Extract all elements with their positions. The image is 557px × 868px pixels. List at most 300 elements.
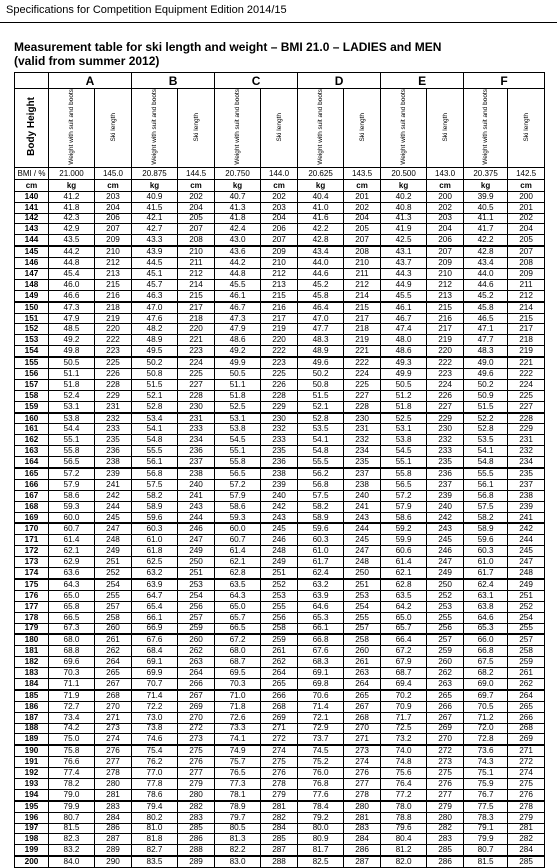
- ski-a-cell: 245: [95, 512, 132, 523]
- table-row: [15, 213, 545, 224]
- ski-c-cell: 274: [261, 745, 298, 756]
- weight-f-cell: 43.4: [464, 258, 508, 269]
- ski-b-cell: 285: [178, 823, 215, 834]
- table-row: [15, 290, 545, 301]
- ski-a-cell: 290: [95, 856, 132, 867]
- ski-e-cell: 263: [427, 678, 464, 689]
- unit-cm-a: cm: [95, 179, 132, 191]
- table-row: [15, 313, 545, 324]
- weight-header-c: Weight with suit and boots: [215, 89, 261, 168]
- weight-a-cell: 68.0: [49, 634, 95, 645]
- table-row: [15, 379, 545, 390]
- ski-a-cell: 278: [95, 768, 132, 779]
- table-row: [15, 690, 545, 701]
- weight-f-cell: 73.6: [464, 745, 508, 756]
- weight-c-cell: 61.4: [215, 546, 261, 557]
- ski-a-cell: 247: [95, 523, 132, 534]
- weight-b-cell: 61.0: [132, 535, 178, 546]
- body-height-cell: 150: [15, 302, 49, 313]
- weight-a-cell: 53.8: [49, 413, 95, 424]
- weight-d-cell: 66.1: [298, 623, 344, 634]
- weight-b-cell: 50.8: [132, 369, 178, 380]
- table-row: [15, 778, 545, 789]
- weight-c-cell: 47.3: [215, 313, 261, 324]
- weight-c-cell: 53.8: [215, 424, 261, 435]
- weight-d-cell: 76.0: [298, 768, 344, 779]
- weight-f-cell: 79.9: [464, 834, 508, 845]
- weight-f-cell: 67.5: [464, 657, 508, 668]
- ski-f-cell: 239: [508, 501, 545, 512]
- ski-e-cell: 247: [427, 557, 464, 568]
- table-row: [15, 856, 545, 867]
- ski-b-cell: 233: [178, 424, 215, 435]
- ski-d-cell: 257: [344, 623, 381, 634]
- weight-d-cell: 72.1: [298, 712, 344, 723]
- weight-b-cell: 52.8: [132, 401, 178, 412]
- weight-d-cell: 77.6: [298, 789, 344, 800]
- weight-e-cell: 53.8: [381, 435, 427, 446]
- weight-b-cell: 69.9: [132, 668, 178, 679]
- ski-f-cell: 247: [508, 557, 545, 568]
- ski-a-cell: 268: [95, 690, 132, 701]
- ski-header-c: Ski length: [261, 89, 298, 168]
- weight-c-cell: 59.3: [215, 512, 261, 523]
- ski-d-cell: 231: [344, 424, 381, 435]
- ski-b-cell: 260: [178, 634, 215, 645]
- weight-c-cell: 65.0: [215, 601, 261, 612]
- weight-d-cell: 48.9: [298, 346, 344, 357]
- weight-c-cell: 47.9: [215, 324, 261, 335]
- weight-b-cell: 60.3: [132, 523, 178, 534]
- weight-e-cell: 75.6: [381, 768, 427, 779]
- weight-e-cell: 65.0: [381, 612, 427, 623]
- weight-c-cell: 51.1: [215, 379, 261, 390]
- ski-b-cell: 279: [178, 778, 215, 789]
- weight-f-cell: 42.8: [464, 246, 508, 257]
- weight-f-cell: 56.1: [464, 479, 508, 490]
- group-header-f: F: [464, 73, 545, 89]
- weight-e-cell: 53.1: [381, 424, 427, 435]
- body-height-cell: 161: [15, 424, 49, 435]
- weight-d-cell: 43.4: [298, 246, 344, 257]
- weight-a-cell: 79.0: [49, 789, 95, 800]
- ski-e-cell: 242: [427, 512, 464, 523]
- ski-a-cell: 212: [95, 258, 132, 269]
- ski-c-cell: 281: [261, 801, 298, 812]
- table-row: [15, 568, 545, 579]
- ski-a-cell: 273: [95, 723, 132, 734]
- weight-a-cell: 49.2: [49, 335, 95, 346]
- weight-b-cell: 62.5: [132, 557, 178, 568]
- weight-c-cell: 74.1: [215, 734, 261, 745]
- ski-f-cell: 231: [508, 435, 545, 446]
- weight-f-cell: 50.9: [464, 390, 508, 401]
- ski-e-cell: 237: [427, 479, 464, 490]
- table-row: [15, 446, 545, 457]
- ski-f-cell: 222: [508, 369, 545, 380]
- unit-kg-e: kg: [381, 179, 427, 191]
- ski-e-cell: 230: [427, 424, 464, 435]
- ski-e-cell: 209: [427, 258, 464, 269]
- ski-c-cell: 287: [261, 845, 298, 856]
- body-height-cell: 162: [15, 435, 49, 446]
- weight-e-cell: 81.2: [381, 845, 427, 856]
- ski-f-cell: 235: [508, 468, 545, 479]
- ski-e-cell: 266: [427, 701, 464, 712]
- ski-f-cell: 224: [508, 379, 545, 390]
- ski-c-cell: 238: [261, 468, 298, 479]
- weight-b-cell: 58.2: [132, 490, 178, 501]
- ski-b-cell: 286: [178, 834, 215, 845]
- weight-f-cell: 39.9: [464, 191, 508, 202]
- weight-e-cell: 43.1: [381, 246, 427, 257]
- ski-e-cell: 227: [427, 401, 464, 412]
- ski-a-cell: 260: [95, 623, 132, 634]
- weight-e-cell: 44.9: [381, 279, 427, 290]
- weight-b-cell: 63.9: [132, 579, 178, 590]
- ski-b-cell: 275: [178, 745, 215, 756]
- ski-e-cell: 262: [427, 668, 464, 679]
- weight-f-cell: 44.6: [464, 279, 508, 290]
- ski-a-cell: 238: [95, 457, 132, 468]
- weight-a-cell: 71.9: [49, 690, 95, 701]
- weight-e-cell: 70.2: [381, 690, 427, 701]
- table-row: [15, 634, 545, 645]
- ski-a-cell: 231: [95, 401, 132, 412]
- weight-b-cell: 52.1: [132, 390, 178, 401]
- weight-f-cell: 41.1: [464, 213, 508, 224]
- ski-d-cell: 284: [344, 834, 381, 845]
- ski-b-cell: 211: [178, 258, 215, 269]
- weight-c-cell: 53.1: [215, 413, 261, 424]
- ski-b-cell: 220: [178, 324, 215, 335]
- weight-a-cell: 64.3: [49, 579, 95, 590]
- ski-b-cell: 249: [178, 546, 215, 557]
- weight-e-cell: 70.9: [381, 701, 427, 712]
- ski-c-cell: 219: [261, 324, 298, 335]
- ski-d-cell: 218: [344, 324, 381, 335]
- weight-f-cell: 58.2: [464, 512, 508, 523]
- weight-c-cell: 50.5: [215, 369, 261, 380]
- weight-e-cell: 67.2: [381, 646, 427, 657]
- ski-f-cell: 281: [508, 823, 545, 834]
- table-row: [15, 590, 545, 601]
- ski-d-cell: 207: [344, 235, 381, 246]
- weight-e-cell: 62.8: [381, 579, 427, 590]
- ski-c-cell: 242: [261, 501, 298, 512]
- column-label-row: [15, 89, 545, 168]
- ski-a-cell: 244: [95, 501, 132, 512]
- weight-a-cell: 77.4: [49, 768, 95, 779]
- weight-c-cell: 66.5: [215, 623, 261, 634]
- weight-d-cell: 54.8: [298, 446, 344, 457]
- weight-e-cell: 78.0: [381, 801, 427, 812]
- ski-f-cell: 269: [508, 734, 545, 745]
- ski-c-cell: 261: [261, 646, 298, 657]
- weight-b-cell: 70.7: [132, 678, 178, 689]
- ski-c-cell: 215: [261, 290, 298, 301]
- ski-e-cell: 220: [427, 346, 464, 357]
- ski-f-cell: 207: [508, 246, 545, 257]
- ski-a-cell: 280: [95, 778, 132, 789]
- ski-d-cell: 244: [344, 523, 381, 534]
- ski-d-cell: 219: [344, 335, 381, 346]
- ski-b-cell: 202: [178, 191, 215, 202]
- ski-d-cell: 248: [344, 557, 381, 568]
- weight-a-cell: 48.5: [49, 324, 95, 335]
- ski-b-cell: 254: [178, 590, 215, 601]
- weight-a-cell: 75.8: [49, 745, 95, 756]
- weight-c-cell: 78.1: [215, 789, 261, 800]
- table-row: [15, 678, 545, 689]
- body-height-cell: 190: [15, 745, 49, 756]
- weight-b-cell: 71.4: [132, 690, 178, 701]
- weight-e-cell: 40.2: [381, 191, 427, 202]
- table-row: [15, 324, 545, 335]
- ski-a-cell: 219: [95, 313, 132, 324]
- table-row: [15, 579, 545, 590]
- ski-a-cell: 233: [95, 424, 132, 435]
- ski-c-cell: 240: [261, 490, 298, 501]
- ski-f-cell: 204: [508, 224, 545, 235]
- weight-a-cell: 41.8: [49, 202, 95, 213]
- weight-d-cell: 42.2: [298, 224, 344, 235]
- weight-a-cell: 50.5: [49, 357, 95, 368]
- weight-d-cell: 59.6: [298, 523, 344, 534]
- weight-a-cell: 42.9: [49, 224, 95, 235]
- ski-d-cell: 237: [344, 468, 381, 479]
- group-header-d: D: [298, 73, 381, 89]
- ski-f-cell: 266: [508, 712, 545, 723]
- bmi-pct-c: 144.0: [261, 167, 298, 179]
- weight-e-cell: 43.7: [381, 258, 427, 269]
- ski-d-cell: 260: [344, 646, 381, 657]
- ski-f-cell: 241: [508, 512, 545, 523]
- ski-a-cell: 264: [95, 657, 132, 668]
- weight-e-cell: 56.5: [381, 479, 427, 490]
- weight-d-cell: 52.1: [298, 401, 344, 412]
- ski-c-cell: 209: [261, 246, 298, 257]
- ski-e-cell: 282: [427, 823, 464, 834]
- bmi-value-f: 20.375: [464, 167, 508, 179]
- ski-a-cell: 252: [95, 568, 132, 579]
- ski-f-cell: 254: [508, 612, 545, 623]
- weight-a-cell: 45.4: [49, 269, 95, 280]
- weight-e-cell: 48.0: [381, 335, 427, 346]
- weight-b-cell: 77.8: [132, 778, 178, 789]
- ski-c-cell: 248: [261, 546, 298, 557]
- ski-e-cell: 206: [427, 235, 464, 246]
- body-height-cell: 157: [15, 379, 49, 390]
- weight-c-cell: 40.7: [215, 191, 261, 202]
- weight-d-cell: 45.2: [298, 279, 344, 290]
- ski-a-cell: 210: [95, 246, 132, 257]
- ski-b-cell: 240: [178, 479, 215, 490]
- ski-e-cell: 223: [427, 369, 464, 380]
- ski-a-cell: 226: [95, 369, 132, 380]
- weight-e-cell: 78.8: [381, 812, 427, 823]
- ski-b-cell: 266: [178, 678, 215, 689]
- weight-c-cell: 70.3: [215, 678, 261, 689]
- weight-a-cell: 63.6: [49, 568, 95, 579]
- bmi-pct-f: 142.5: [508, 167, 545, 179]
- weight-f-cell: 50.2: [464, 379, 508, 390]
- weight-d-cell: 42.8: [298, 235, 344, 246]
- ski-d-cell: 240: [344, 490, 381, 501]
- table-row: [15, 457, 545, 468]
- ski-b-cell: 257: [178, 612, 215, 623]
- weight-c-cell: 79.7: [215, 812, 261, 823]
- ski-f-cell: 205: [508, 235, 545, 246]
- weight-d-cell: 56.2: [298, 468, 344, 479]
- weight-a-cell: 55.1: [49, 435, 95, 446]
- page-header: [0, 0, 557, 23]
- ski-c-cell: 251: [261, 568, 298, 579]
- ski-e-cell: 245: [427, 535, 464, 546]
- ski-f-cell: 278: [508, 801, 545, 812]
- ski-c-cell: 272: [261, 734, 298, 745]
- body-height-cell: 140: [15, 191, 49, 202]
- ski-b-cell: 280: [178, 789, 215, 800]
- ski-d-cell: 253: [344, 590, 381, 601]
- weight-c-cell: 57.9: [215, 490, 261, 501]
- ski-c-cell: 276: [261, 768, 298, 779]
- ski-header-b: Ski length: [178, 89, 215, 168]
- weight-c-cell: 56.5: [215, 468, 261, 479]
- ski-e-cell: 252: [427, 590, 464, 601]
- weight-f-cell: 75.1: [464, 768, 508, 779]
- bmi-value-e: 20.500: [381, 167, 427, 179]
- table-row: [15, 235, 545, 246]
- ski-b-cell: 256: [178, 601, 215, 612]
- ski-e-cell: 224: [427, 379, 464, 390]
- weight-a-cell: 65.0: [49, 590, 95, 601]
- weight-f-cell: 69.0: [464, 678, 508, 689]
- ski-d-cell: 205: [344, 224, 381, 235]
- body-height-cell: 192: [15, 768, 49, 779]
- ski-a-cell: 287: [95, 834, 132, 845]
- ski-b-cell: 276: [178, 757, 215, 768]
- ski-f-cell: 237: [508, 479, 545, 490]
- ski-e-cell: 235: [427, 457, 464, 468]
- weight-a-cell: 44.2: [49, 246, 95, 257]
- weight-d-cell: 44.6: [298, 269, 344, 280]
- weight-a-cell: 46.0: [49, 279, 95, 290]
- weight-d-cell: 61.7: [298, 557, 344, 568]
- ski-d-cell: 234: [344, 446, 381, 457]
- ski-a-cell: 232: [95, 413, 132, 424]
- weight-a-cell: 51.1: [49, 369, 95, 380]
- ski-c-cell: 233: [261, 435, 298, 446]
- weight-a-cell: 68.8: [49, 646, 95, 657]
- ski-c-cell: 222: [261, 346, 298, 357]
- ski-f-cell: 264: [508, 690, 545, 701]
- ski-b-cell: 205: [178, 213, 215, 224]
- ski-d-cell: 255: [344, 612, 381, 623]
- weight-a-cell: 47.9: [49, 313, 95, 324]
- table-row: [15, 535, 545, 546]
- weight-d-cell: 63.9: [298, 590, 344, 601]
- body-height-cell: 168: [15, 501, 49, 512]
- ski-e-cell: 246: [427, 546, 464, 557]
- ski-e-cell: 216: [427, 313, 464, 324]
- weight-d-cell: 63.2: [298, 579, 344, 590]
- weight-f-cell: 53.5: [464, 435, 508, 446]
- ski-f-cell: 234: [508, 457, 545, 468]
- body-height-cell: 177: [15, 601, 49, 612]
- body-height-cell: 188: [15, 723, 49, 734]
- weight-f-cell: 48.3: [464, 346, 508, 357]
- ski-d-cell: 212: [344, 279, 381, 290]
- body-height-cell: 167: [15, 490, 49, 501]
- weight-a-cell: 82.3: [49, 834, 95, 845]
- ski-header-e: Ski length: [427, 89, 464, 168]
- ski-f-cell: 238: [508, 490, 545, 501]
- ski-b-cell: 225: [178, 369, 215, 380]
- ski-c-cell: 217: [261, 313, 298, 324]
- unit-cm-f: cm: [508, 179, 545, 191]
- weight-f-cell: 54.8: [464, 457, 508, 468]
- weight-d-cell: 73.7: [298, 734, 344, 745]
- weight-d-cell: 79.2: [298, 812, 344, 823]
- ski-f-cell: 276: [508, 789, 545, 800]
- weight-f-cell: 60.3: [464, 546, 508, 557]
- body-height-cell: 158: [15, 390, 49, 401]
- table-row: [15, 768, 545, 779]
- ski-b-cell: 273: [178, 734, 215, 745]
- weight-c-cell: 43.6: [215, 246, 261, 257]
- weight-b-cell: 53.4: [132, 413, 178, 424]
- ski-a-cell: 251: [95, 557, 132, 568]
- bmi-value-c: 20.750: [215, 167, 261, 179]
- header-text: Specifications for Competition Equipment Edition 2014/15: [6, 4, 287, 16]
- weight-e-cell: 73.2: [381, 734, 427, 745]
- table-row: [15, 801, 545, 812]
- ski-c-cell: 288: [261, 856, 298, 867]
- weight-d-cell: 76.8: [298, 778, 344, 789]
- ski-a-cell: 286: [95, 823, 132, 834]
- weight-header-e: Weight with suit and boots: [381, 89, 427, 168]
- ski-f-cell: 218: [508, 335, 545, 346]
- ski-c-cell: 264: [261, 668, 298, 679]
- table-row: [15, 468, 545, 479]
- weight-b-cell: 46.3: [132, 290, 178, 301]
- corner-cell: [15, 73, 49, 89]
- unit-kg-f: kg: [464, 179, 508, 191]
- weight-e-cell: 71.7: [381, 712, 427, 723]
- weight-d-cell: 44.0: [298, 258, 344, 269]
- ski-b-cell: 251: [178, 568, 215, 579]
- weight-f-cell: 54.1: [464, 446, 508, 457]
- ski-c-cell: 212: [261, 269, 298, 280]
- ski-d-cell: 271: [344, 734, 381, 745]
- ski-a-cell: 206: [95, 213, 132, 224]
- weight-e-cell: 47.4: [381, 324, 427, 335]
- ski-d-cell: 258: [344, 634, 381, 645]
- weight-e-cell: 76.4: [381, 778, 427, 789]
- ski-e-cell: 275: [427, 768, 464, 779]
- weight-a-cell: 51.8: [49, 379, 95, 390]
- weight-f-cell: 49.6: [464, 369, 508, 380]
- unit-cm-e: cm: [427, 179, 464, 191]
- weight-f-cell: 59.6: [464, 535, 508, 546]
- weight-b-cell: 40.9: [132, 191, 178, 202]
- ski-c-cell: 235: [261, 446, 298, 457]
- ski-b-cell: 228: [178, 390, 215, 401]
- weight-f-cell: 74.3: [464, 757, 508, 768]
- ski-a-cell: 271: [95, 712, 132, 723]
- table-row: [15, 612, 545, 623]
